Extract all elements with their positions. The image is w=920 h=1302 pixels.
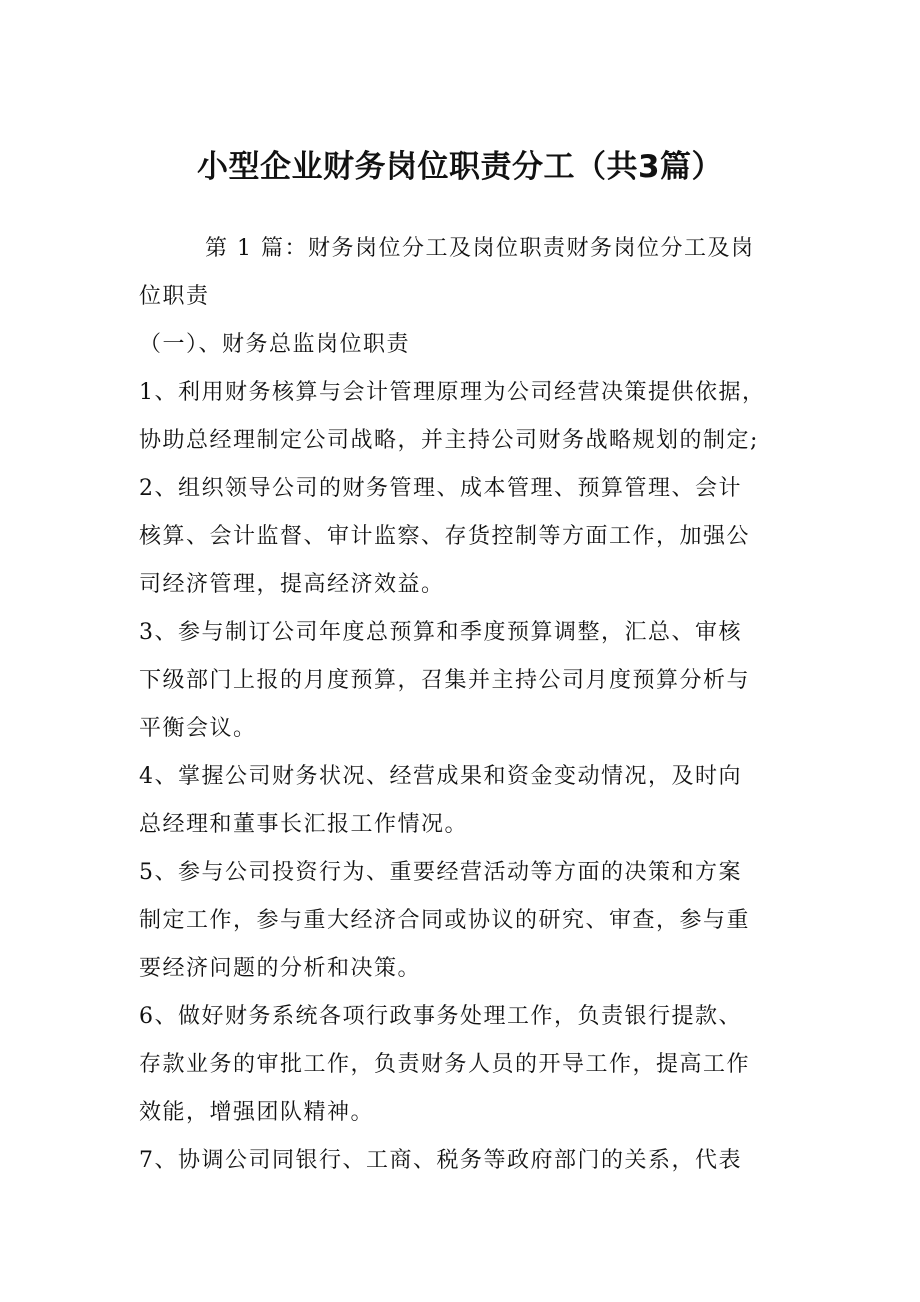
list-item [139,609,789,753]
list-item-line: 司经济管理，提高经济效益。 [139,572,445,597]
list-item-line: 核算、会计监督、审计监察、存货控制等方面工作，加强公 [139,524,751,549]
section-heading [139,225,789,321]
list-item [139,465,789,609]
section-heading-line: 第 1 篇：财务岗位分工及岗位职责财务岗位分工及岗 [205,236,755,261]
document-title: 小型企业财务岗位职责分工（共3篇） [196,149,724,185]
document-body [139,225,789,1185]
list-item-line: 协助总经理制定公司战略，并主持公司财务战略规划的制定; [139,428,759,453]
list-item-line: 2、组织领导公司的财务管理、成本管理、预算管理、会计 [139,476,742,501]
list-item-line: 4、掌握公司财务状况、经营成果和资金变动情况，及时向 [139,764,742,789]
list-item [139,1137,789,1185]
subheading [139,321,789,369]
list-item-line: 3、参与制订公司年度总预算和季度预算调整，汇总、审核 [139,620,742,645]
list-item [139,849,789,993]
list-item-line: 1、利用财务核算与会计管理原理为公司经营决策提供依据， [139,380,766,405]
list-item-line: 总经理和董事长汇报工作情况。 [139,812,469,837]
list-item-line: 平衡会议。 [139,716,257,741]
list-item [139,753,789,849]
list-item-line: 存款业务的审批工作，负责财务人员的开导工作，提高工作 [139,1052,751,1077]
list-item-line: 制定工作，参与重大经济合同或协议的研究、审查，参与重 [139,908,751,933]
list-item-line: 7、协调公司同银行、工商、税务等政府部门的关系，代表 [139,1148,742,1173]
list-item-line: 6、做好财务系统各项行政事务处理工作，负责银行提款、 [139,1004,742,1029]
list-item [139,993,789,1137]
list-item-line: 下级部门上报的月度预算，召集并主持公司月度预算分析与 [139,668,751,693]
subheading-text: （一）、财务总监岗位职责 [139,332,411,357]
list-item [139,369,789,465]
list-item-line: 要经济问题的分析和决策。 [139,956,422,981]
list-item-line: 效能，增强团队精神。 [139,1100,375,1125]
section-heading-line: 位职责 [139,284,210,309]
list-item-line: 5、参与公司投资行为、重要经营活动等方面的决策和方案 [139,860,742,885]
